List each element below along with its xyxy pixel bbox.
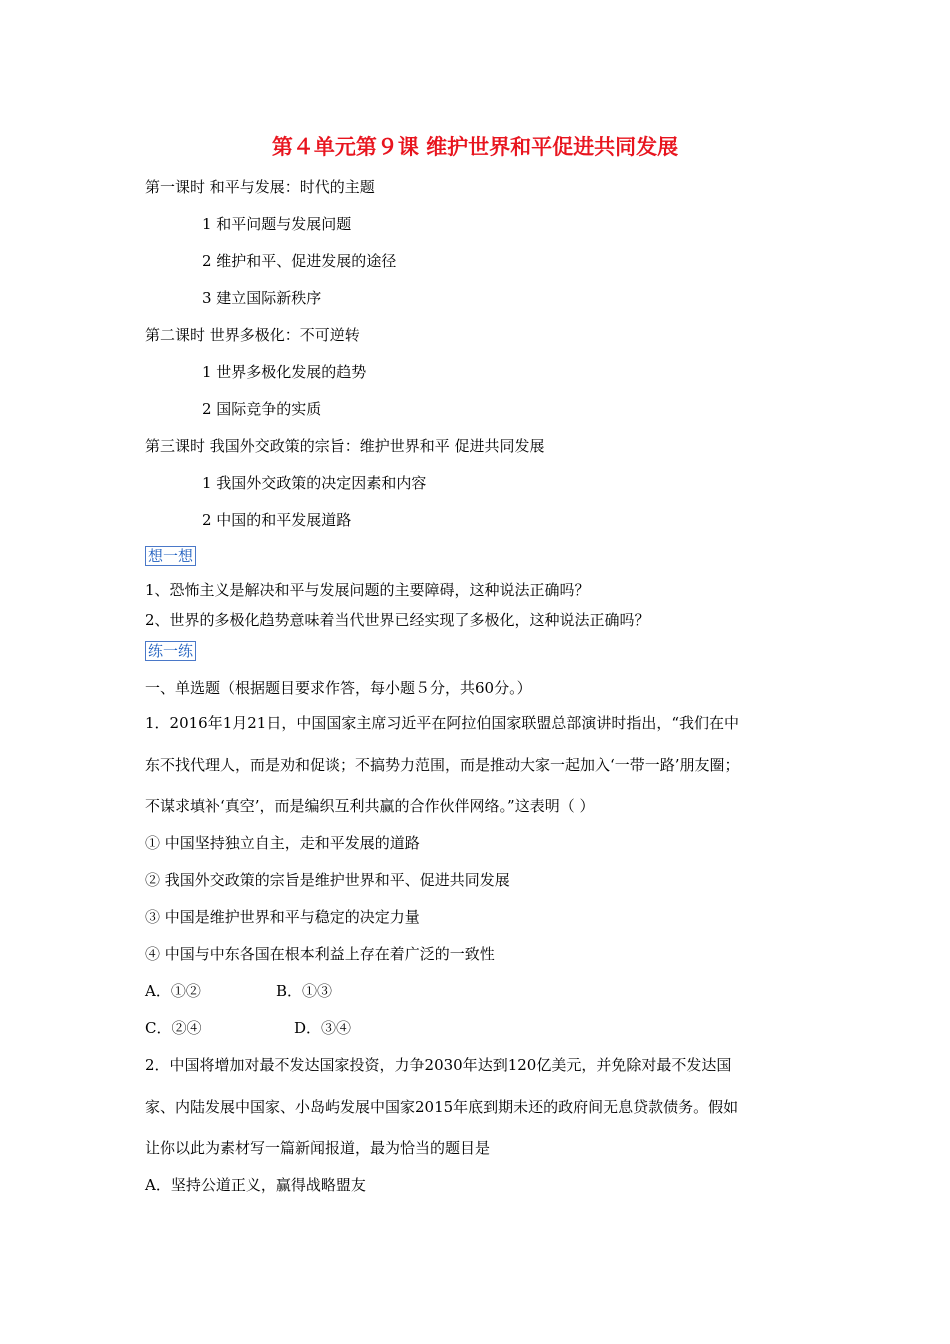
document-title: 第４单元第９课 维护世界和平促进共同发展 — [271, 135, 679, 159]
lesson-2-heading: 第二课时 世界多极化：不可逆转 — [145, 326, 360, 344]
think-section-label: 想一想 — [145, 546, 196, 566]
question-1-text: 不谋求填补‘真空’，而是编织互利共赢的合作伙伴网络。”这表明（ ） — [145, 797, 595, 815]
question-2-text: 2．中国将增加对最不发达国家投资，力争2030年达到120亿美元，并免除对最不发达国 — [145, 1056, 732, 1074]
lesson-3-item: 1 我国外交政策的决定因素和内容 — [202, 474, 427, 492]
question-1-option-d: D．③④ — [294, 1019, 352, 1037]
lesson-3-item: 2 中国的和平发展道路 — [202, 511, 352, 529]
question-1-statement: ① 中国坚持独立自主，走和平发展的道路 — [145, 834, 420, 852]
lesson-1-item: 1 和平问题与发展问题 — [202, 215, 352, 233]
question-1-option-a: A．①② — [145, 982, 201, 1000]
question-2-option-a: A．坚持公道正义，赢得战略盟友 — [145, 1176, 366, 1194]
question-2-text: 让你以此为素材写一篇新闻报道，最为恰当的题目是 — [145, 1139, 491, 1157]
question-1-statement: ④ 中国与中东各国在根本利益上存在着广泛的一致性 — [145, 945, 495, 963]
question-2-text: 家、内陆发展中国家、小岛屿发展中国家2015年底到期未还的政府间无息贷款债务。假如 — [145, 1098, 739, 1116]
lesson-2-item: 2 国际竞争的实质 — [202, 400, 322, 418]
question-1-option-c: C．②④ — [145, 1019, 202, 1037]
think-question: 2、世界的多极化趋势意味着当代世界已经实现了多极化，这种说法正确吗？ — [145, 611, 650, 629]
think-question: 1、恐怖主义是解决和平与发展问题的主要障碍，这种说法正确吗？ — [145, 581, 590, 599]
question-1-option-b: B．①③ — [276, 982, 333, 1000]
lesson-2-item: 1 世界多极化发展的趋势 — [202, 363, 367, 381]
question-1-statement: ③ 中国是维护世界和平与稳定的决定力量 — [145, 908, 420, 926]
section-heading: 一、单选题（根据题目要求作答，每小题５分，共60分。） — [145, 679, 532, 697]
lesson-1-heading: 第一课时 和平与发展：时代的主题 — [145, 178, 375, 196]
lesson-1-item: 2 维护和平、促进发展的途径 — [202, 252, 397, 270]
question-1-text: 东不找代理人，而是劝和促谈；不搞势力范围，而是推动大家一起加入‘一带一路’朋友圈； — [145, 756, 740, 774]
question-1-text: 1．2016年1月21日，中国国家主席习近平在阿拉伯国家联盟总部演讲时指出，“我们在中 — [145, 714, 740, 732]
lesson-1-item: 3 建立国际新秩序 — [202, 289, 322, 307]
question-1-statement: ② 我国外交政策的宗旨是维护世界和平、促进共同发展 — [145, 871, 510, 889]
lesson-3-heading: 第三课时 我国外交政策的宗旨：维护世界和平 促进共同发展 — [145, 437, 545, 455]
practice-section-label: 练一练 — [145, 641, 196, 661]
